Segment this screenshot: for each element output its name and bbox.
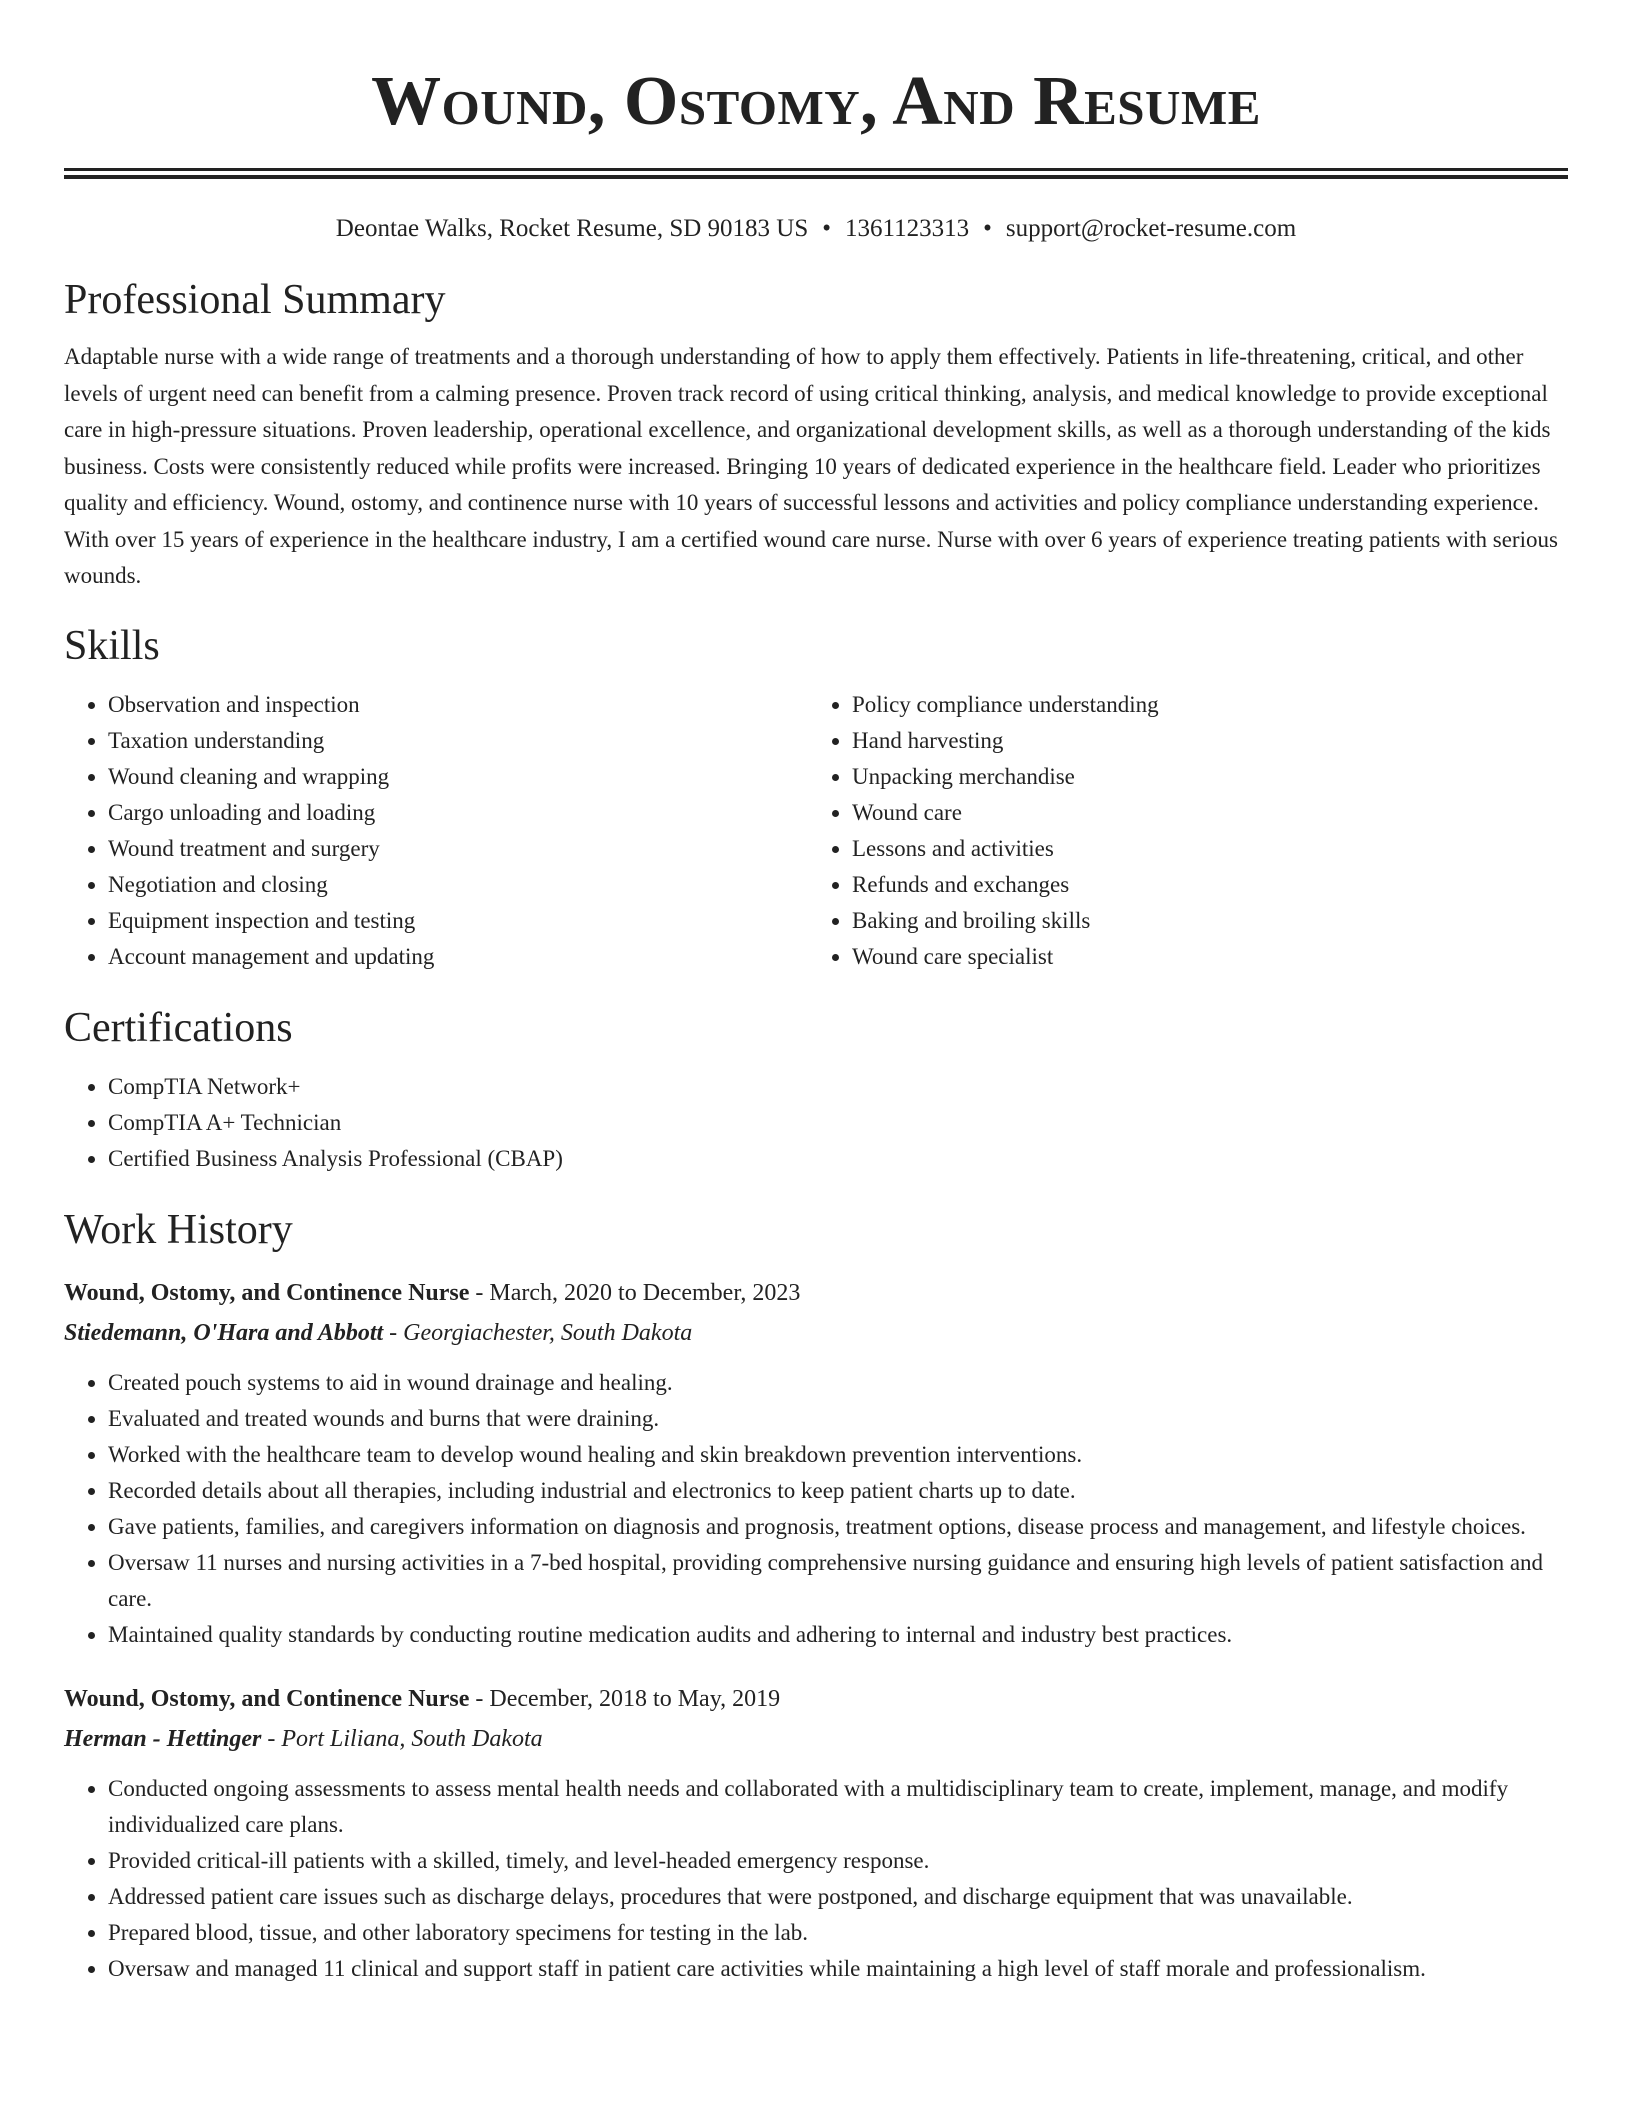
- skill-item: • Wound care: [852, 795, 1159, 831]
- job-title-line: [64, 1273, 1568, 1313]
- skills-list-left: [64, 687, 808, 975]
- skill-item: • Taxation understanding: [108, 723, 808, 759]
- job-company-line: [64, 1719, 1568, 1759]
- job-dates: - March, 2020 to December, 2023: [469, 1279, 801, 1306]
- skill-item: • Lessons and activities: [852, 831, 1159, 867]
- contact-phone: 1361123313: [845, 215, 970, 242]
- contact-separator: •: [822, 215, 832, 242]
- skill-item: • Wound treatment and surgery: [108, 831, 808, 867]
- skills-list-right: [808, 687, 1159, 975]
- duty-item: • Oversaw and managed 11 clinical and support staff in patient care activities while maintaining a high level of staff morale and professionalism.: [108, 1951, 1568, 1987]
- duty-item: • Maintained quality standards by conducting routine medication audits and adhering to internal and industry best practices.: [108, 1617, 1568, 1653]
- job-dates: - December, 2018 to May, 2019: [469, 1685, 781, 1712]
- duty-item: • Gave patients, families, and caregivers information on diagnosis and prognosis, treatment options, disease process and management, and lifestyle choices.: [108, 1509, 1568, 1545]
- job-title: Wound, Ostomy, and Continence Nurse: [64, 1279, 470, 1306]
- skill-item: • Equipment inspection and testing: [108, 903, 808, 939]
- title-rule-top: [64, 168, 1568, 171]
- skill-item: • Hand harvesting: [852, 723, 1159, 759]
- job-company: Stiedemann, O'Hara and Abbott: [64, 1319, 384, 1346]
- skill-item: • Cargo unloading and loading: [108, 795, 808, 831]
- job-title: Wound, Ostomy, and Continence Nurse: [64, 1685, 470, 1712]
- duty-item: • Recorded details about all therapies, including industrial and electronics to keep patient charts up to date.: [108, 1473, 1568, 1509]
- resume-title: Wound, Ostomy, And Resume: [371, 63, 1261, 140]
- skill-item: • Negotiation and closing: [108, 867, 808, 903]
- duty-item: • Evaluated and treated wounds and burns that were draining.: [108, 1401, 1568, 1437]
- job-location: - Port Liliana, South Dakota: [261, 1725, 543, 1752]
- skill-item: • Wound care specialist: [852, 939, 1159, 975]
- skill-item: • Unpacking merchandise: [852, 759, 1159, 795]
- work-history-heading: Work History: [64, 1206, 293, 1253]
- skill-item: • Baking and broiling skills: [852, 903, 1159, 939]
- resume-page: [64, 0, 1568, 1987]
- skill-item: • Account management and updating: [108, 939, 808, 975]
- job-entry: [64, 1273, 1568, 1653]
- duty-item: • Addressed patient care issues such as discharge delays, procedures that were postponed, and discharge equipment that was unavailable.: [108, 1879, 1568, 1915]
- duty-item: • Worked with the healthcare team to develop wound healing and skin breakdown prevention interventions.: [108, 1437, 1568, 1473]
- duty-item: • Created pouch systems to aid in wound drainage and healing.: [108, 1365, 1568, 1401]
- duty-item: • Prepared blood, tissue, and other laboratory specimens for testing in the lab.: [108, 1915, 1568, 1951]
- summary-text: Adaptable nurse with a wide range of treatments and a thorough understanding of how to apply them effectively. Patients in life-threatening, critical, and other levels of urgent need can benefit from a calming presence. Proven track record of using critical thinking, analysis, and medical knowledge to provide exceptional care in high-pressure situations. Proven leadership, operational excellence, and organizational development skills, as well as a thorough understanding of the kids business. Costs were consistently reduced while profits were increased. Bringing 10 years of dedicated experience in the healthcare field. Leader who prioritizes quality and efficiency. Wound, ostomy, and continence nurse with 10 years of successful lessons and activities and policy compliance understanding experience. With over 15 years of experience in the healthcare industry, I am a certified wound care nurse. Nurse with over 6 years of experience treating patients with serious wounds.: [64, 344, 1558, 588]
- duty-item: • Oversaw 11 nurses and nursing activities in a 7-bed hospital, providing comprehensive nursing guidance and ensuring high levels of patient satisfaction and care.: [108, 1545, 1568, 1617]
- job-company: Herman - Hettinger: [64, 1725, 262, 1752]
- summary-heading: Professional Summary: [64, 277, 446, 323]
- skill-item: • Wound cleaning and wrapping: [108, 759, 808, 795]
- skill-item: • Policy compliance understanding: [852, 687, 1159, 723]
- skill-item: • Observation and inspection: [108, 687, 808, 723]
- job-duties: [64, 1365, 1568, 1653]
- duty-item: • Provided critical-ill patients with a skilled, timely, and level-headed emergency response.: [108, 1843, 1568, 1879]
- contact-email[interactable]: support@rocket-resume.com: [1005, 215, 1297, 242]
- contact-line: [64, 213, 1568, 245]
- job-duties: [64, 1771, 1568, 1987]
- title-rule-bottom: [64, 175, 1568, 179]
- job-company-line: [64, 1313, 1568, 1353]
- job-title-line: [64, 1679, 1568, 1719]
- certification-item: • CompTIA Network+: [108, 1069, 1568, 1105]
- contact-separator: •: [983, 215, 992, 242]
- certification-item: • CompTIA A+ Technician: [108, 1105, 1568, 1141]
- certifications-heading: Certifications: [64, 1004, 293, 1051]
- duty-item: • Conducted ongoing assessments to assess mental health needs and collaborated with a multidisciplinary team to create, implement, manage, and modify individualized care plans.: [108, 1771, 1568, 1843]
- skills-heading: Skills: [64, 622, 160, 669]
- certification-item: • Certified Business Analysis Professional (CBAP): [108, 1141, 1568, 1177]
- skills-columns: [64, 687, 1568, 975]
- job-entry: [64, 1679, 1568, 1987]
- skill-item: • Refunds and exchanges: [852, 867, 1159, 903]
- job-location: - Georgiachester, South Dakota: [383, 1319, 693, 1346]
- contact-address: Deontae Walks, Rocket Resume, SD 90183 US: [335, 215, 809, 242]
- certifications-list: [64, 1069, 1568, 1177]
